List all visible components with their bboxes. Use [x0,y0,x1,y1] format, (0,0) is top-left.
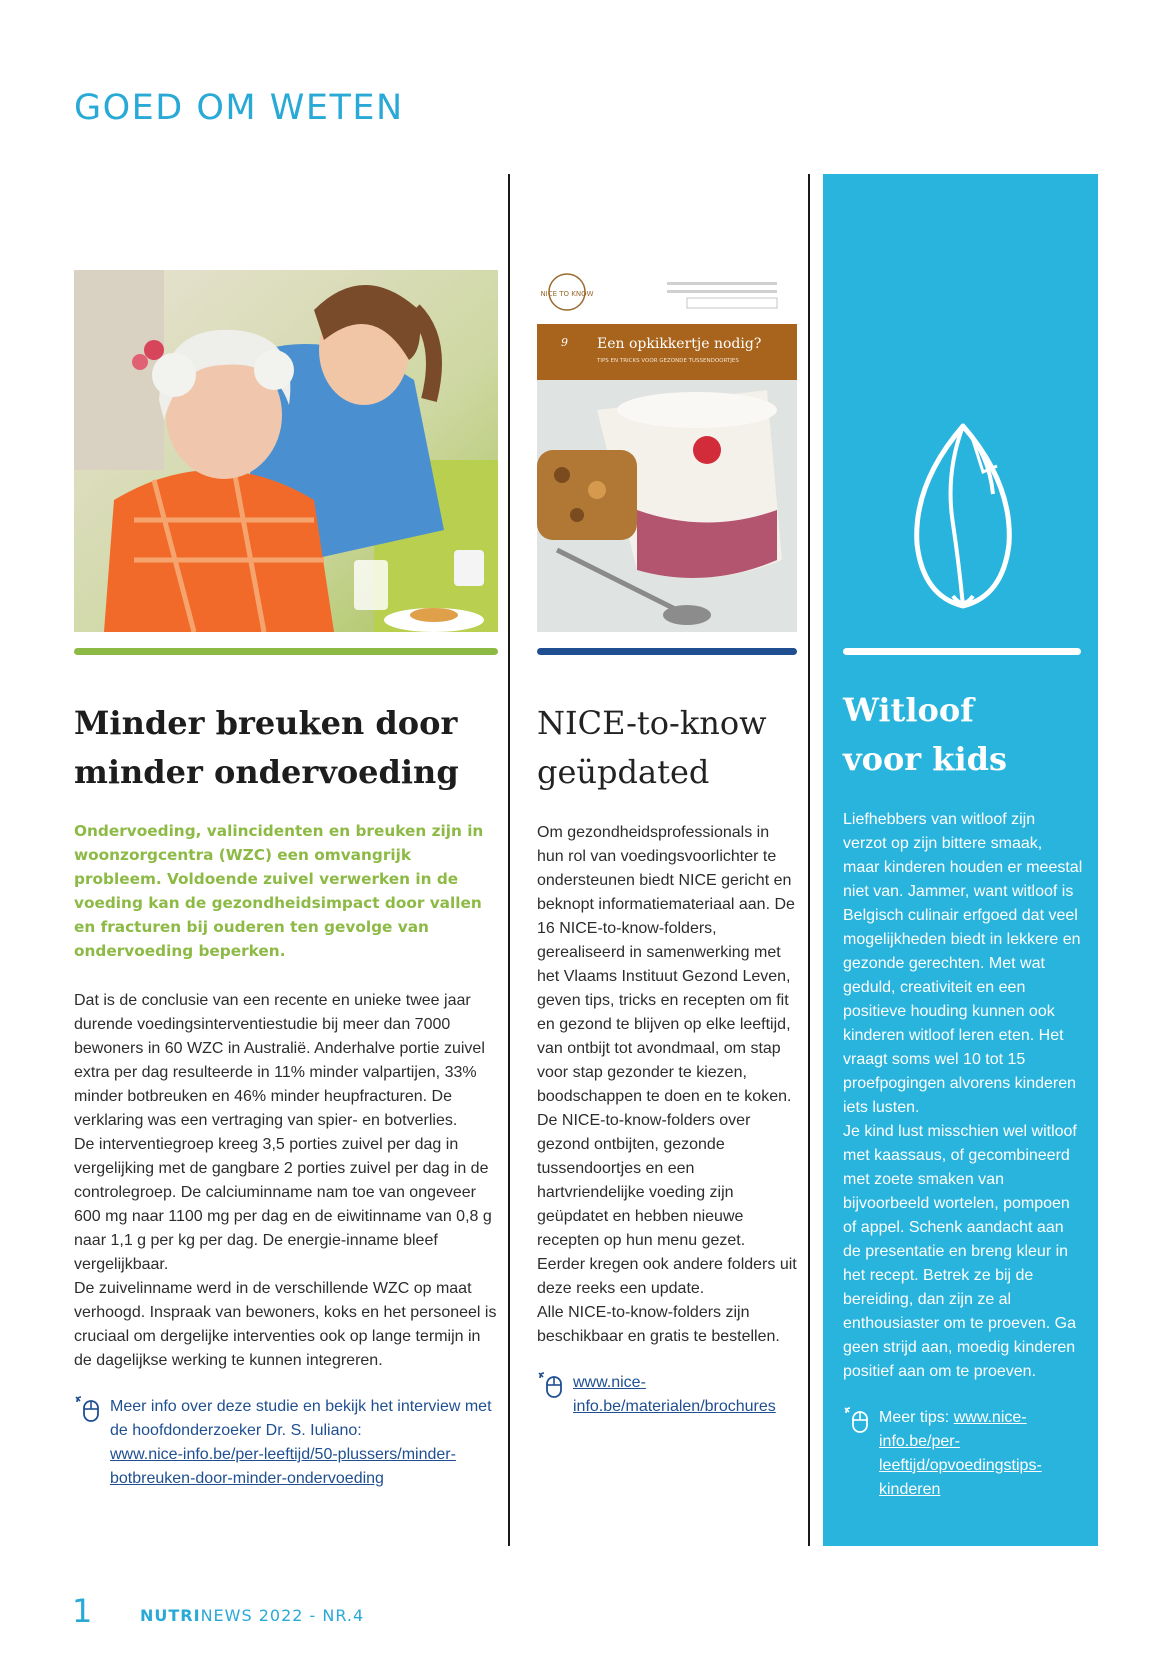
article-body [74,989,498,1373]
more-info [843,1406,1083,1502]
witloof-icon [893,414,1033,614]
article-ondervoeding [74,270,498,1491]
footer-brand-bold: NUTRI [140,1606,201,1625]
brochure-title: Een opkikkertje nodig? [597,336,762,352]
more-info [537,1371,797,1419]
paragraph: De interventiegroep kreeg 3,5 porties zuivel per dag in vergelijking met de gangbare 2 porties zuivel per dag in de controlegroep. De calciuminname nam toe van ongeveer 600 mg naar 1100 mg per dag en de eiwitinname van 0,8 g naar 1,1 g per kg per dag. De energie-inname bleef vergelijkbaar. [74,1136,492,1273]
navy-divider [537,648,797,655]
headline-line: voor kids [843,740,1007,778]
headline-line: geüpdated [537,753,710,791]
more-info [74,1395,498,1491]
paragraph: De NICE-to-know-folders over gezond ontbijten, gezonde tussendoortjes en een hartvriendelijke voeding zijn geüpdatet en hebben nieuwe recepten op hun menu gezet. Eerder kregen ook andere folders uit deze reeks een update. [537,1112,797,1297]
study-link[interactable]: www.nice-info.be/per-leeftijd/50-plussers/minder-botbreuken-door-minder-ondervoeding [110,1446,456,1487]
green-divider [74,648,498,655]
more-info-text: Meer info over deze studie en bekijk het interview met de hoofdonderzoeker Dr. S. Iuliano: [110,1398,492,1439]
article-witloof-panel [823,174,1098,1546]
article-nice-to-know [537,270,797,1419]
paragraph: Om gezondheidsprofessionals in hun rol van voedingsvoorlichter te ondersteunen biedt NICE gericht en beknopt informatiemateriaal aan. De 16 NICE-to-know-folders, gerealiseerd in samenwerking met het Vlaams Instituut Gezond Leven, geven tips, tricks en recepten om fit en gezond te blijven op elke leeftijd, van ontbijt tot avondmaal, om stap voor stap gezonder te kiezen, boodschappen te doen en te koken. [537,824,795,1105]
paragraph: Dat is de conclusie van een recente en unieke twee jaar durende voedingsinterventiestudie bij meer dan 7000 bewoners in 60 WZC in Australië. Anderhalve portie zuivel extra per dag resulteerde in 11% minder valpartijen, 33% minder botbreuken en 46% minder heupfracturen. De verklaring was een vertraging van spier- en botverlies. [74,992,485,1129]
page-number: 1 [72,1592,93,1630]
brochure-number: 9 [561,336,568,349]
photo-nurse-elderly-woman [74,270,498,632]
brochure-subtitle: TIPS EN TRICKS VOOR GEZONDE TUSSENDOORTJES [597,358,739,364]
article-body [843,808,1083,1384]
tips-link[interactable]: www.nice-info.be/per-leeftijd/opvoedingstips-kinderen [879,1409,1042,1498]
article-headline [843,686,1083,784]
paragraph: De zuivelinname werd in de verschillende WZC op maat verhoogd. Inspraak van bewoners, koks en het personeel is cruciaal om dergelijke interventies ook op lange termijn in de dagelijkse werking te kunnen integreren. [74,1280,497,1369]
section-title: GOED OM WETEN [74,88,404,128]
headline-line: NICE-to-know [537,704,767,742]
footer-brand-rest: NEWS 2022 - NR.4 [200,1606,365,1625]
brochure-badge: NICE TO KNOW [540,290,594,298]
mouse-click-icon [843,1406,875,1436]
paragraph: Liefhebbers van witloof zijn verzot op zijn bittere smaak, maar kinderen houden er meestal niet van. Jammer, want witloof is Belgisch culinair erfgoed dat veel mogelijkheden biedt in lekkere en gezonde gerechten. Met wat geduld, creativiteit en een positieve houding kunnen ook kinderen witloof leren eten. Het vraagt soms wel 10 tot 15 proefpogingen alvorens kinderen iets lusten. [843,811,1083,1116]
article-body [537,821,797,1349]
more-info-text: Meer tips: [879,1409,950,1426]
headline-line: Witloof [843,691,974,729]
article-headline [537,699,797,797]
white-divider [843,648,1081,655]
paragraph: Alle NICE-to-know-folders zijn beschikbaar en gratis te bestellen. [537,1304,780,1345]
column-divider [508,174,510,1546]
footer-publication [140,1606,364,1625]
mouse-click-icon [537,1371,569,1401]
brochure-cover [537,270,797,632]
paragraph: Je kind lust misschien wel witloof met kaassaus, of gecombineerd met zoete smaken van bijvoorbeeld wortelen, pompoen of appel. Schenk aandacht aan de presentatie en breng kleur in het recept. Betrek ze bij de bereiding, dan zijn ze al enthousiaster om te proeven. Ga geen strijd aan, moedig kinderen positief aan om te proeven. [843,1123,1077,1380]
column-divider [808,174,810,1546]
brochures-link[interactable]: www.nice-info.be/materialen/brochures [573,1374,776,1415]
mouse-click-icon [74,1395,106,1425]
article-headline: Minder breuken door minder ondervoeding [74,704,459,791]
article-lead: Ondervoeding, valincidenten en breuken zijn in woonzorgcentra (WZC) een omvangrijk probleem. Voldoende zuivel verwerken in de voeding kan de gezondheidsimpact door vallen en fracturen bij ouderen ten gevolge van ondervoeding beperken. [74,822,484,960]
